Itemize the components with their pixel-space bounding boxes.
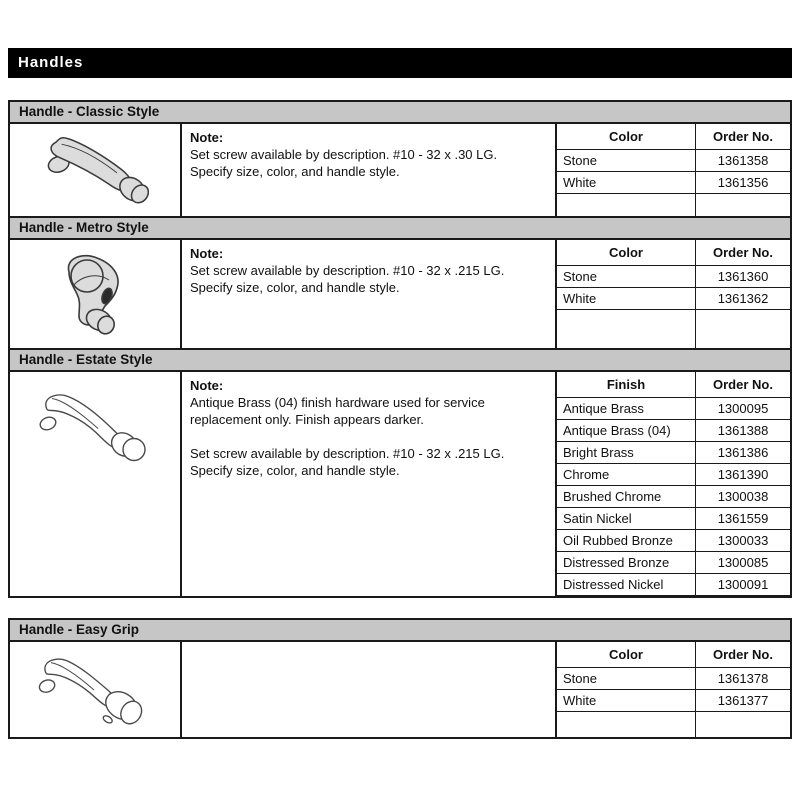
table-header-row — [557, 124, 790, 150]
table-filler-row — [557, 194, 790, 216]
color-cell: White — [557, 172, 696, 193]
note-line: Set screw available by description. #10 - 32 x .215 LG. — [190, 263, 505, 278]
table-row — [557, 486, 790, 508]
table-filler-row — [557, 310, 790, 348]
note-line: Specify size, color, and handle style. — [190, 463, 400, 478]
note-line: replacement only. Finish appears darker. — [190, 412, 424, 427]
finish-cell: Satin Nickel — [557, 508, 696, 529]
table-row — [557, 668, 790, 690]
table-header-row — [557, 642, 790, 668]
table-header-row — [557, 240, 790, 266]
estate-handle-illustration-cell — [10, 372, 182, 596]
section-handle-classic — [8, 100, 792, 218]
order-no-cell: 1361559 — [717, 511, 769, 526]
table-row — [557, 530, 790, 552]
catalog-page — [8, 0, 792, 739]
order-table — [557, 124, 790, 216]
table-row — [557, 266, 790, 288]
color-column-header: Color — [557, 124, 696, 149]
note-title: Note: — [190, 246, 224, 261]
page-title: Handles — [18, 54, 84, 71]
finish-cell: Antique Brass — [557, 398, 696, 419]
table-row — [557, 464, 790, 486]
order-no-cell: 1361378 — [717, 671, 769, 686]
section-header: Handle - Easy Grip — [10, 620, 790, 642]
table-row — [557, 508, 790, 530]
order-no-cell: 1361377 — [717, 693, 769, 708]
table-row — [557, 442, 790, 464]
finish-cell: Distressed Nickel — [557, 574, 696, 595]
section-header: Handle - Estate Style — [10, 350, 790, 372]
order-no-cell: 1361356 — [717, 175, 769, 190]
order-no-cell: 1361360 — [717, 269, 769, 284]
order-table — [557, 240, 790, 348]
color-cell: Stone — [557, 150, 696, 171]
table-filler-row — [557, 712, 790, 737]
finish-cell: Chrome — [557, 464, 696, 485]
table-header-row — [557, 372, 790, 398]
table-row — [557, 552, 790, 574]
note-line: Set screw available by description. #10 - 32 x .215 LG. — [190, 446, 505, 461]
section-handle-estate — [8, 348, 792, 598]
note-cell — [182, 372, 557, 596]
table-row — [557, 150, 790, 172]
finish-cell: Bright Brass — [557, 442, 696, 463]
order-no-cell: 1300085 — [717, 555, 769, 570]
table-row — [557, 398, 790, 420]
order-no-cell: 1361390 — [717, 467, 769, 482]
note-title: Note: — [190, 130, 224, 145]
note-line: Antique Brass (04) finish hardware used for service — [190, 395, 485, 410]
order-table — [557, 642, 790, 737]
note-title: Note: — [190, 378, 224, 393]
order-no-column-header: Order No. — [713, 129, 773, 144]
section-handle-easy-grip — [8, 618, 792, 739]
table-row — [557, 574, 790, 596]
note-line: Specify size, color, and handle style. — [190, 164, 400, 179]
crank-handle-icon — [20, 380, 170, 480]
finish-cell: Brushed Chrome — [557, 486, 696, 507]
table-row — [557, 172, 790, 194]
section-handle-metro — [8, 216, 792, 350]
order-no-cell: 1300091 — [717, 577, 769, 592]
color-column-header: Color — [557, 240, 696, 265]
section-header: Handle - Classic Style — [10, 102, 790, 124]
order-no-column-header: Order No. — [713, 647, 773, 662]
order-no-cell: 1361388 — [717, 423, 769, 438]
order-no-cell: 1361386 — [717, 445, 769, 460]
color-column-header: Color — [557, 642, 696, 667]
note-cell — [182, 240, 557, 348]
finish-column-header: Finish — [557, 372, 696, 397]
order-no-cell: 1300095 — [717, 401, 769, 416]
section-header: Handle - Metro Style — [10, 218, 790, 240]
crank-handle-icon — [20, 645, 170, 735]
crank-handle-icon — [20, 127, 170, 213]
finish-cell: Distressed Bronze — [557, 552, 696, 573]
table-row — [557, 420, 790, 442]
order-no-cell: 1361358 — [717, 153, 769, 168]
note-cell — [182, 124, 557, 216]
order-no-column-header: Order No. — [713, 245, 773, 260]
order-table — [557, 372, 790, 596]
classic-handle-illustration-cell — [10, 124, 182, 216]
color-cell: Stone — [557, 266, 696, 287]
page-title-bar — [8, 48, 792, 78]
finish-cell: Antique Brass (04) — [557, 420, 696, 441]
finish-cell: Oil Rubbed Bronze — [557, 530, 696, 551]
metro-handle-illustration-cell — [10, 240, 182, 348]
order-no-cell: 1300038 — [717, 489, 769, 504]
order-no-column-header: Order No. — [713, 377, 773, 392]
color-cell: White — [557, 288, 696, 309]
color-cell: White — [557, 690, 696, 711]
note-line: Specify size, color, and handle style. — [190, 280, 400, 295]
note-line: Set screw available by description. #10 - 32 x .30 LG. — [190, 147, 498, 162]
note-cell-empty — [182, 642, 557, 737]
table-row — [557, 288, 790, 310]
order-no-cell: 1300033 — [717, 533, 769, 548]
easy-grip-handle-illustration-cell — [10, 642, 182, 737]
crank-handle-icon — [25, 244, 165, 344]
order-no-cell: 1361362 — [717, 291, 769, 306]
table-row — [557, 690, 790, 712]
color-cell: Stone — [557, 668, 696, 689]
